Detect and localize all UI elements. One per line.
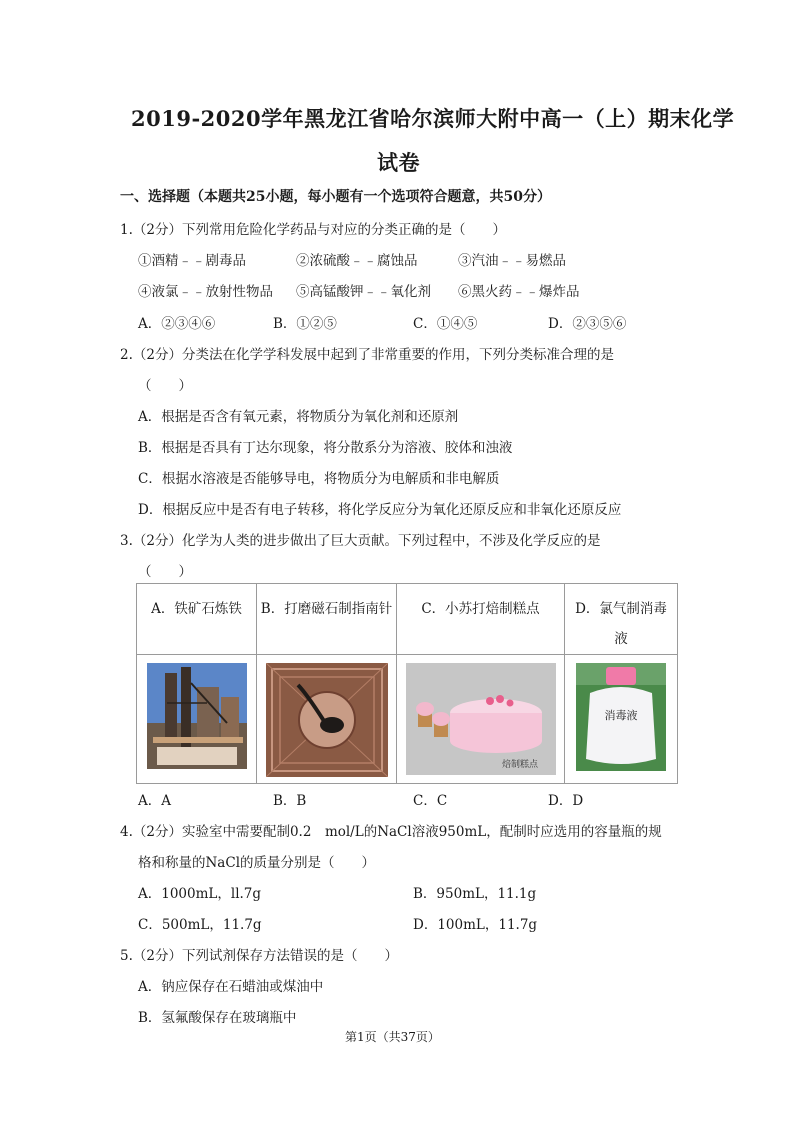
q3-header-a: A．铁矿石炼铁 (137, 584, 257, 655)
q3-table (136, 583, 678, 784)
q1-item: ①酒精﹣﹣剧毒品 (138, 253, 246, 269)
q1-item: ②浓硫酸﹣﹣腐蚀品 (296, 253, 418, 269)
q5-option-a: A．钠应保存在石蜡油或煤油中 (138, 979, 324, 995)
q2-option-b: B．根据是否具有丁达尔现象，将分散系分为溶液、胶体和浊液 (138, 440, 513, 456)
q5-option-b: B．氢氟酸保存在玻璃瓶中 (138, 1010, 297, 1026)
q3-header-c: C．小苏打焙制糕点 (397, 584, 565, 655)
page-title: 2019-2020学年黑龙江省哈尔滨师大附中高一（上）期末化学 (131, 106, 735, 131)
q3-option-c: C．C (413, 793, 448, 809)
q4-option-b: B．950mL，11.1g (413, 886, 537, 902)
disinfectant-bottle-image (576, 663, 666, 771)
cake-image (406, 663, 556, 775)
q1-option-c: C．①④⑤ (413, 316, 478, 332)
q3-header-b: B．打磨磁石制指南针 (257, 584, 397, 655)
q1-item: ⑥黑火药﹣﹣爆炸品 (458, 284, 580, 300)
q1-item: ③汽油﹣﹣易燃品 (458, 253, 566, 269)
page-footer: 第1页（共37页） (345, 1030, 440, 1044)
q1-option-b: B．①②⑤ (273, 316, 337, 332)
q4-stem-cont: 格和称量的NaCl的质量分别是（ ） (138, 855, 376, 871)
q3-paren: （ ） (138, 564, 192, 580)
blast-furnace-image (147, 663, 247, 769)
q2-option-d: D．根据反应中是否有电子转移，将化学反应分为氧化还原反应和非氧化还原反应 (138, 502, 622, 518)
q3-option-b: B．B (273, 793, 307, 809)
page-title-cont: 试卷 (377, 150, 420, 175)
q3-header-d: D．氯气制消毒液 (565, 584, 678, 655)
q5-stem: 5.（2分）下列试剂保存方法错误的是（ ） (120, 948, 398, 964)
section-heading: 一、选择题（本题共25小题，每小题有一个选项符合题意，共50分） (120, 189, 551, 205)
q3-image-cell-a (137, 655, 257, 784)
q1-item: ④液氯﹣﹣放射性物品 (138, 284, 273, 300)
q4-option-d: D．100mL，11.7g (413, 917, 538, 933)
bottle-label: 消毒液 (604, 709, 638, 722)
cake-caption: 焙制糕点 (501, 760, 538, 770)
q4-stem: 4.（2分）实验室中需要配制0.2 mol/L的NaCl溶液950mL，配制时应选用的容量瓶的规 (120, 824, 662, 840)
compass-spoon-image (266, 663, 388, 777)
q2-stem: 2.（2分）分类法在化学学科发展中起到了非常重要的作用，下列分类标准合理的是 (120, 347, 614, 363)
q3-image-cell-b (257, 655, 397, 784)
q4-option-a: A．1000mL，ll.7g (138, 886, 262, 902)
q2-option-a: A．根据是否含有氧元素，将物质分为氧化剂和还原剂 (138, 409, 459, 425)
q4-option-c: C．500mL，11.7g (138, 917, 262, 933)
q1-option-a: A．②③④⑥ (138, 316, 216, 332)
q3-stem: 3.（2分）化学为人类的进步做出了巨大贡献。下列过程中，不涉及化学反应的是 (120, 533, 601, 549)
q3-image-cell-c (397, 655, 565, 784)
q1-option-d: D．②③⑤⑥ (548, 316, 627, 332)
q2-option-c: C．根据水溶液是否能够导电，将物质分为电解质和非电解质 (138, 471, 500, 487)
q2-paren: （ ） (138, 378, 192, 394)
q1-stem: 1.（2分）下列常用危险化学药品与对应的分类正确的是（ ） (120, 222, 506, 238)
q3-image-cell-d (565, 655, 678, 784)
q3-option-d: D．D (548, 793, 584, 809)
q3-option-a: A．A (138, 793, 171, 809)
q1-item: ⑤高锰酸钾﹣﹣氧化剂 (296, 284, 431, 300)
